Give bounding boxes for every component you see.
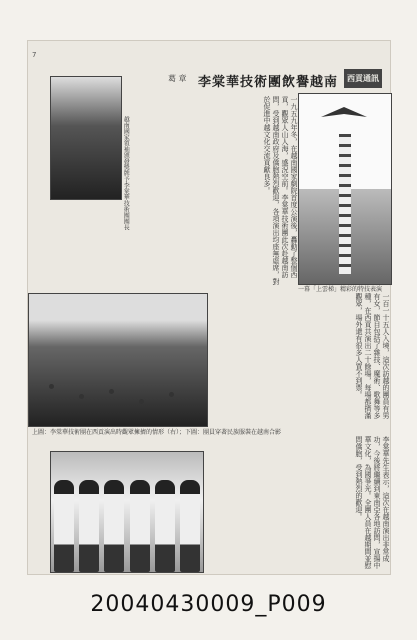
article-title: 李棠華技術團飲譽越南 [198,75,339,90]
ladder-tower [339,134,351,274]
article-body-col1: 一九五九年冬，在越南國家劇院首度公演後，轟動了整個西貢，觀眾人山人海，盛況空前。李棠華技術團此次赴越南訪問，受到越南政府及僑胞熱烈歡迎，各項演出均座無虛席，對於促進中越文化交流貢獻良多。 [263,96,298,285]
award-photo-caption: 越南國家領袖頒發獎牌予李棠華技術團團長 [122,116,130,230]
article-author: 葛 章 [168,74,187,83]
acrobat-photo [298,93,392,285]
article-body-col2: 一百一十五人入境，這次訪越的團員有男有女，節目包括了雜技、魔術、歌舞等多種，在西貢共演出二十餘場，每場都擠滿觀眾，場外還有很多人買不到票。 [355,293,390,419]
performer-figure [130,480,150,572]
performer-figure [104,480,124,572]
group-photo [50,451,204,573]
acrobat-photo-caption: 一幕「上雲梯」精彩的特技表演 [298,286,383,293]
acrobat-figure-icon [319,102,369,132]
group-photo-caption: 上圖：李棠華技術團在西貢演出時觀眾擁擠的情形（右）；下圖：團員穿著民族服裝在越南合影 [32,429,282,436]
page-number: 7 [32,51,37,59]
crowd-photo [28,293,208,427]
performer-figure [180,480,200,572]
award-photo [50,76,122,200]
performer-figure [79,480,99,572]
archive-id: 20040430009_P009 [90,592,327,617]
performer-figure [155,480,175,572]
column-badge: 西貢通訊 [344,69,382,88]
article-body-col3: 李棠華先生表示，這次在越南演出非常成功，今後將繼續到東南亞各地訪問，宣揚中華文化，為國爭光。全團人員在越期間並慰問僑胞，受到熱烈的歡迎。 [355,436,390,569]
magazine-page [27,40,391,575]
performer-figure [54,480,74,572]
